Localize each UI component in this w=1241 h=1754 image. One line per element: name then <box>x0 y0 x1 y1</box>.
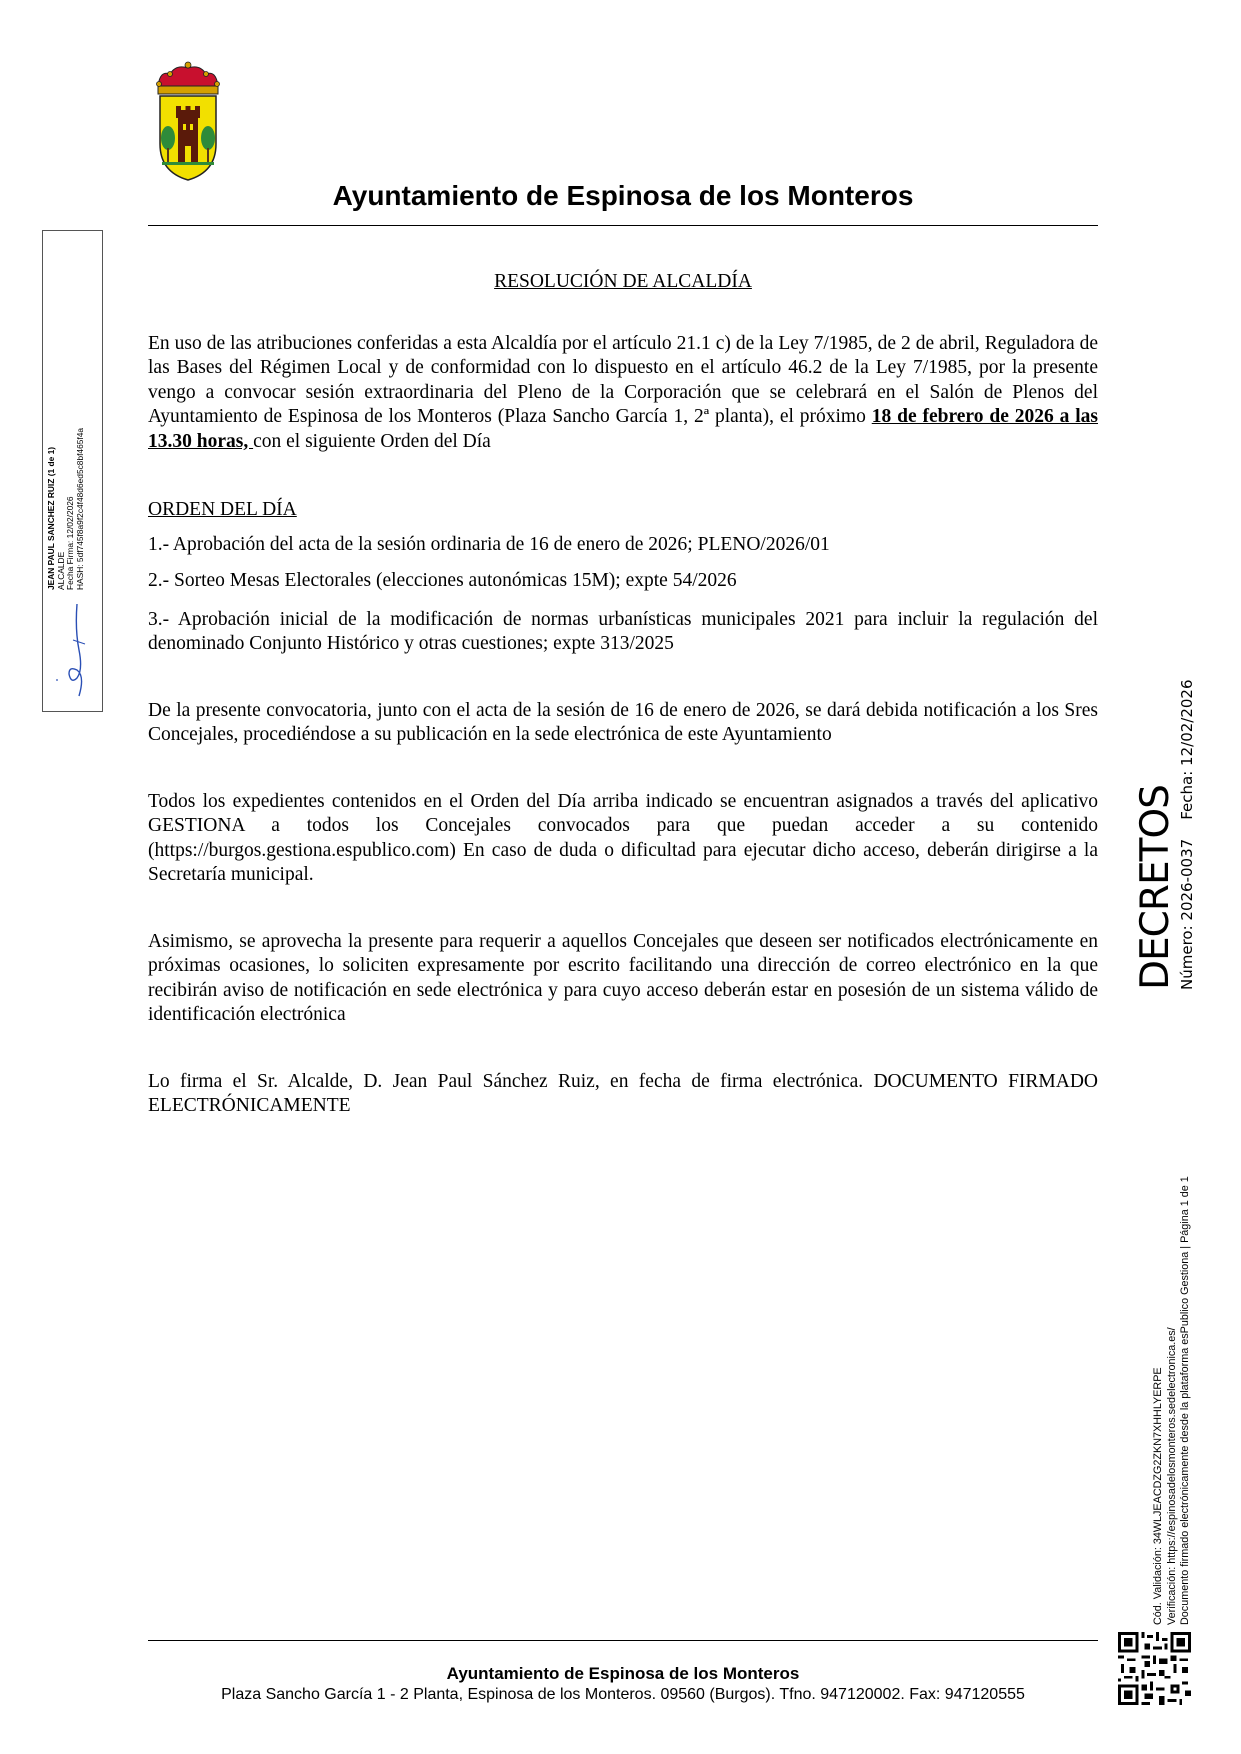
decree-meta <box>1178 630 1196 990</box>
footer-divider <box>148 1640 1098 1641</box>
coat-of-arms-logo <box>150 60 226 182</box>
signoff-paragraph: Lo firma el Sr. Alcalde, D. Jean Paul Sánchez Ruiz, en fecha de firma electrónica. DOCUMENTO FIRMADO ELECTRÓNICAMENTE <box>148 1070 1098 1116</box>
signature-hash: HASH: 5df745f8a9f2c4f48d6ed5c8bf465f4a <box>74 427 85 590</box>
validation-code: Cód. Validación: 34WLJEACDZG2ZKN7XHHLYERPE <box>1152 1367 1164 1625</box>
signature-stamp-text <box>47 380 85 590</box>
decree-stamp <box>1134 630 1196 990</box>
intro-text: En uso de las atribuciones conferidas a esta Alcaldía por el artículo 21.1 c) de la Ley 7/1985, de 2 de abril, Reguladora de las Bases del Régimen Local y de conformidad con lo dispuesto en el artículo 46.2 de la Ley 7/1985, por la presente vengo a convocar sesión extraordinaria del Pleno de la Corporación que se celebrará en el Salón de Plenos del Ayuntamiento de Espinosa de los Monteros (Plaza Sancho García 1, 2ª planta), el próximo <box>148 332 1098 427</box>
intro-tail: con el siguiente Orden del Día <box>253 430 491 452</box>
agenda-item-1: 1.- Aprobación del acta de la sesión ordinaria de 16 de enero de 2026; PLENO/2026/01 <box>148 533 830 555</box>
qr-code <box>1118 1632 1191 1705</box>
document-title: RESOLUCIÓN DE ALCALDÍA <box>494 271 752 292</box>
signature-date: Fecha Firma: 12/02/2026 <box>65 496 76 590</box>
verification-block <box>1152 1095 1193 1625</box>
decree-label: DECRETOS <box>1133 785 1178 990</box>
document-body <box>148 250 1098 1119</box>
platform-note: Documento firmado electrónicamente desde la plataforma esPublico Gestiona | Página 1 de 1 <box>1179 1176 1191 1625</box>
signer-name: JEAN PAUL SANCHEZ RUIZ (1 de 1) <box>46 446 56 590</box>
agenda-heading: ORDEN DEL DÍA <box>148 499 297 520</box>
footer-organization: Ayuntamiento de Espinosa de los Monteros <box>446 1664 800 1683</box>
gestiona-paragraph: Todos los expedientes contenidos en el Orden del Día arriba indicado se encuentran asignados a través del aplicativo GESTIONA a todos los Concejales convocados para que puedan acceder a su contenido (https://burgos.gestiona.espublico.com) En caso de duda o dificultad para ejecutar dicho acceso, deberán dirigirse a la Secretaría municipal. <box>148 790 1098 885</box>
header-title: Ayuntamiento de Espinosa de los Monteros <box>332 180 914 211</box>
decree-number: Número: 2026-0037 <box>1178 838 1196 990</box>
handwritten-signature <box>55 600 89 700</box>
session-date: 18 de febrero de 2026 a las 13.30 horas, <box>148 406 1098 452</box>
notice-paragraph: De la presente convocatoria, junto con el acta de la sesión de 16 de enero de 2026, se dará debida notificación a los Sres Concejales, procediéndose a su publicación en la sede electrónica de este Ayuntamiento <box>148 699 1098 745</box>
intro-paragraph <box>148 332 1098 455</box>
agenda-item-2: 2.- Sorteo Mesas Electorales (elecciones autonómicas 15M); expte 54/2026 <box>148 570 737 591</box>
signer-role: ALCALDE <box>55 551 66 590</box>
agenda-item-3: 3.- Aprobación inicial de la modificación de normas urbanísticas municipales 2021 para incluir la regulación del denominado Conjunto Histórico y otras cuestiones; expte 313/2025 <box>148 608 1098 654</box>
header-divider <box>148 225 1098 226</box>
verification-url[interactable]: Verificación: https://espinosadelosmonteros.sedelectronica.es/ <box>1165 1327 1178 1625</box>
decree-date: Fecha: 12/02/2026 <box>1178 679 1196 820</box>
footer-address: Plaza Sancho García 1 - 2 Planta, Espinosa de los Monteros. 09560 (Burgos). Tfno. 947120002. Fax: 947120555 <box>221 1686 1025 1703</box>
electronic-notification-paragraph: Asimismo, se aprovecha la presente para requerir a aquellos Concejales que deseen ser notificados electrónicamente en próximas ocasiones, lo soliciten expresamente por escrito facilitando una dirección de correo electrónico en la que recibirán aviso de notificación en sede electrónica y para cuyo acceso deberán estar en posesión de un sistema válido de identificación electrónica <box>148 930 1098 1025</box>
